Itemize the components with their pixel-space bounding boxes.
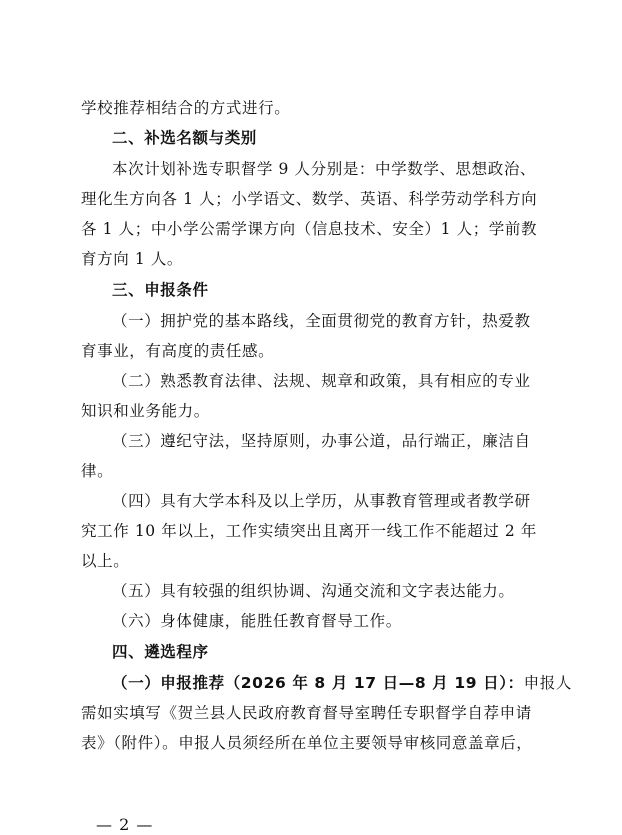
paragraph-line xyxy=(112,673,572,693)
paragraph-line: 究工作 10 年以上，工作实绩突出且离开一线工作不能超过 2 年 xyxy=(81,522,537,540)
paragraph-line: （六）身体健康，能胜任教育督导工作。 xyxy=(112,612,402,630)
paragraph-line: （四）具有大学本科及以上学历，从事教育管理或者教学研 xyxy=(112,492,531,510)
paragraph-line: 以上。 xyxy=(81,552,130,570)
paragraph-line: （五）具有较强的组织协调、沟通交流和文字表达能力。 xyxy=(112,582,515,600)
paragraph-line: 各 1 人；中小学公需学课方向（信息技术、安全）1 人；学前教 xyxy=(81,220,538,238)
page-number: — 2 — xyxy=(96,815,154,834)
paragraph-line: 表》（附件）。申报人员须经所在单位主要领导审核同意盖章后， xyxy=(81,734,533,752)
paragraph-text: 申报人 xyxy=(523,674,572,692)
section-heading-3: 三、申报条件 xyxy=(112,281,209,299)
paragraph-line: 需如实填写《贺兰县人民政府教育督导室聘任专职督学自荐申请 xyxy=(81,704,532,722)
paragraph-line: （一）拥护党的基本路线，全面贯彻党的教育方针，热爱教 xyxy=(112,312,531,330)
subsection-title: （一）申报推荐（2026 年 8 月 17 日—8 月 19 日）： xyxy=(112,674,524,692)
paragraph-line: 育事业，有高度的责任感。 xyxy=(81,342,275,360)
paragraph-line: 律。 xyxy=(81,462,114,480)
section-heading-4: 四、遴选程序 xyxy=(112,643,209,661)
paragraph-line: 学校推荐相结合的方式进行。 xyxy=(81,99,291,117)
paragraph-line: 知识和业务能力。 xyxy=(81,402,210,420)
paragraph-line: 本次计划补选专职督学 9 人分别是：中学数学、思想政治、 xyxy=(112,160,537,178)
paragraph-line: （三）遵纪守法，坚持原则，办事公道，品行端正，廉洁自 xyxy=(112,432,531,450)
section-heading-2: 二、补选名额与类别 xyxy=(112,129,257,147)
paragraph-line: 理化生方向各 1 人；小学语文、数学、英语、科学劳动学科方向 xyxy=(81,190,538,208)
paragraph-line: 育方向 1 人。 xyxy=(81,250,184,268)
paragraph-line: （二）熟悉教育法律、法规、规章和政策，具有相应的专业 xyxy=(112,372,531,390)
